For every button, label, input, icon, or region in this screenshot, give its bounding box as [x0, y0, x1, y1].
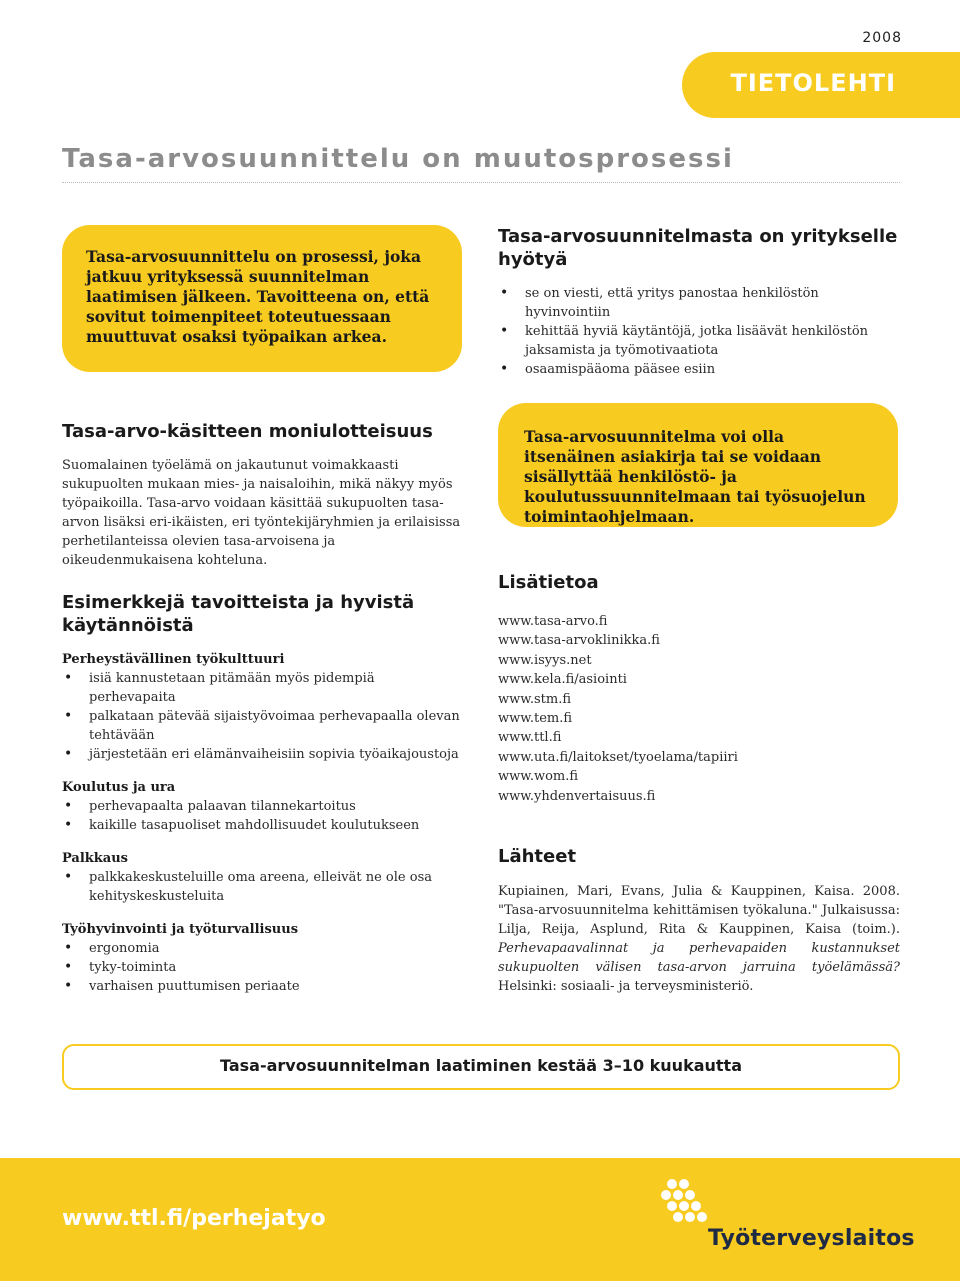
example-group-training: [62, 778, 464, 835]
tietolehti-tab: [682, 52, 960, 118]
list-item: • järjestetään eri elämänvaiheisiin sopivia työaikajoustoja: [62, 745, 464, 764]
list-item: • palkkakeskusteluille oma areena, elleivät ne ole osa kehityskeskusteluita: [62, 868, 464, 906]
example-group-wellbeing: [62, 920, 464, 996]
sources-publication-title: Perhevapaavalinnat ja perhevapaiden kustannukset sukupuolten välisen tasa-arvon jarruina työelämässä?: [498, 941, 900, 975]
integration-callout-text: Tasa-arvosuunnitelma voi olla itsenäinen asiakirja tai se voidaan sisällyttää henkilöstö- ja koulutussuunnitelmaan tai työsuojelun toimintaohjelmaan.: [524, 427, 866, 526]
year-label: 2008: [862, 30, 902, 46]
ttl-logo-icon: [656, 1176, 716, 1232]
list-item: • perhevapaalta palaavan tilannekartoitus: [62, 797, 464, 816]
link-tasa-arvoklinikka[interactable]: www.tasa-arvoklinikka.fi: [498, 633, 660, 649]
link-kela[interactable]: www.kela.fi/asiointi: [498, 672, 627, 688]
example-group-title: Koulutus ja ura: [62, 780, 176, 795]
sources-citation: Kupiainen, Mari, Evans, Julia & Kauppinen, Kaisa. 2008. "Tasa-arvosuunnitelma kehittämisen työkaluna." Julkaisussa: Lilja, Reija, Asplund, Rita & Kauppinen, Kaisa (toim.).: [498, 884, 900, 937]
list-item: • tyky-toiminta: [62, 958, 464, 977]
logo-wordmark: Työterveyslaitos: [708, 1226, 915, 1251]
example-bullets: [62, 868, 464, 906]
benefits-list: [498, 284, 900, 379]
sources-text: [498, 882, 900, 996]
link-yhdenvertaisuus[interactable]: www.yhdenvertaisuus.fi: [498, 788, 656, 804]
page-title: Tasa-arvosuunnittelu on muutosprosessi: [62, 144, 734, 174]
link-tasa-arvo[interactable]: www.tasa-arvo.fi: [498, 614, 608, 629]
link-stm[interactable]: www.stm.fi: [498, 691, 571, 707]
ttl-logo: [656, 1176, 915, 1266]
list-item: • ergonomia: [62, 939, 464, 958]
example-group-title: Työhyvinvointi ja työturvallisuus: [62, 922, 299, 937]
link-ttl[interactable]: www.ttl.fi: [498, 730, 562, 746]
link-list: [498, 612, 898, 806]
benefits-heading: Tasa-arvosuunnitelmasta on yritykselle hyötyä: [498, 226, 898, 270]
example-bullets: [62, 669, 464, 764]
title-divider: [62, 182, 900, 183]
sources-heading: Lähteet: [498, 846, 577, 867]
integration-callout: [498, 403, 898, 527]
list-item: • se on viesti, että yritys panostaa henkilöstön hyvinvointiin: [498, 284, 900, 322]
link-tem[interactable]: www.tem.fi: [498, 711, 573, 727]
list-item: • varhaisen puuttumisen periaate: [62, 977, 464, 996]
intro-callout-text: Tasa-arvosuunnittelu on prosessi, joka jatkuu yrityksessä suunnitelman laatimisen jälkeen. Tavoitteena on, että sovitut toimenpiteet toteutuessaan muuttuvat osaksi työpaikan arkea.: [86, 247, 430, 346]
list-item: • palkataan pätevää sijaistyövoimaa perhevapaalla olevan tehtävään: [62, 707, 464, 745]
example-bullets: [62, 939, 464, 996]
dimension-paragraph: Suomalainen työelämä on jakautunut voimakkaasti sukupuolten mukaan mies- ja naisaloihin, mikä näkyy myös työpaikoilla. Tasa-arvo voidaan käsittää sukupuolten tasa-arvon lisäksi eri-ikäisten, eri työntekijäryhmien ja erilaisissa perhetilanteissa olevien tasa-arvoisena ja oikeudenmukaisena kohteluna.: [62, 458, 461, 568]
example-group-family: [62, 650, 464, 764]
list-item: • kaikille tasapuoliset mahdollisuudet koulutukseen: [62, 816, 464, 835]
list-item: • isiä kannustetaan pitämään myös pidempiä perhevapaita: [62, 669, 464, 707]
link-wom[interactable]: www.wom.fi: [498, 769, 579, 785]
link-uta[interactable]: www.uta.fi/laitokset/tyoelama/tapiiri: [498, 749, 738, 765]
benefits-bullets: [498, 284, 900, 379]
sources-publisher: Helsinki: sosiaali- ja terveysministeriö.: [498, 979, 754, 994]
examples-section: [62, 650, 464, 1010]
duration-box: [62, 1044, 900, 1090]
duration-text: Tasa-arvosuunnitelman laatiminen kestää 3–10 kuukautta: [220, 1056, 742, 1075]
example-group-pay: [62, 849, 464, 906]
dimension-heading: Tasa-arvo-käsitteen moniulotteisuus: [62, 421, 433, 442]
list-item: • osaamispääoma pääsee esiin: [498, 360, 900, 379]
tab-label: TIETOLEHTI: [730, 69, 896, 97]
example-group-title: Palkkaus: [62, 851, 128, 866]
link-isyys[interactable]: www.isyys.net: [498, 652, 592, 668]
intro-callout: [62, 225, 462, 372]
list-item: • kehittää hyviä käytäntöjä, jotka lisäävät henkilöstön jaksamista ja työmotivaatiota: [498, 322, 900, 360]
more-info-heading: Lisätietoa: [498, 572, 599, 593]
footer-band: [0, 1158, 960, 1281]
example-group-title: Perheystävällinen työkulttuuri: [62, 652, 285, 667]
footer-url-link[interactable]: www.ttl.fi/perhejatyo: [62, 1206, 326, 1231]
examples-heading: Esimerkkejä tavoitteista ja hyvistä käytännöistä: [62, 592, 415, 636]
example-bullets: [62, 797, 464, 835]
